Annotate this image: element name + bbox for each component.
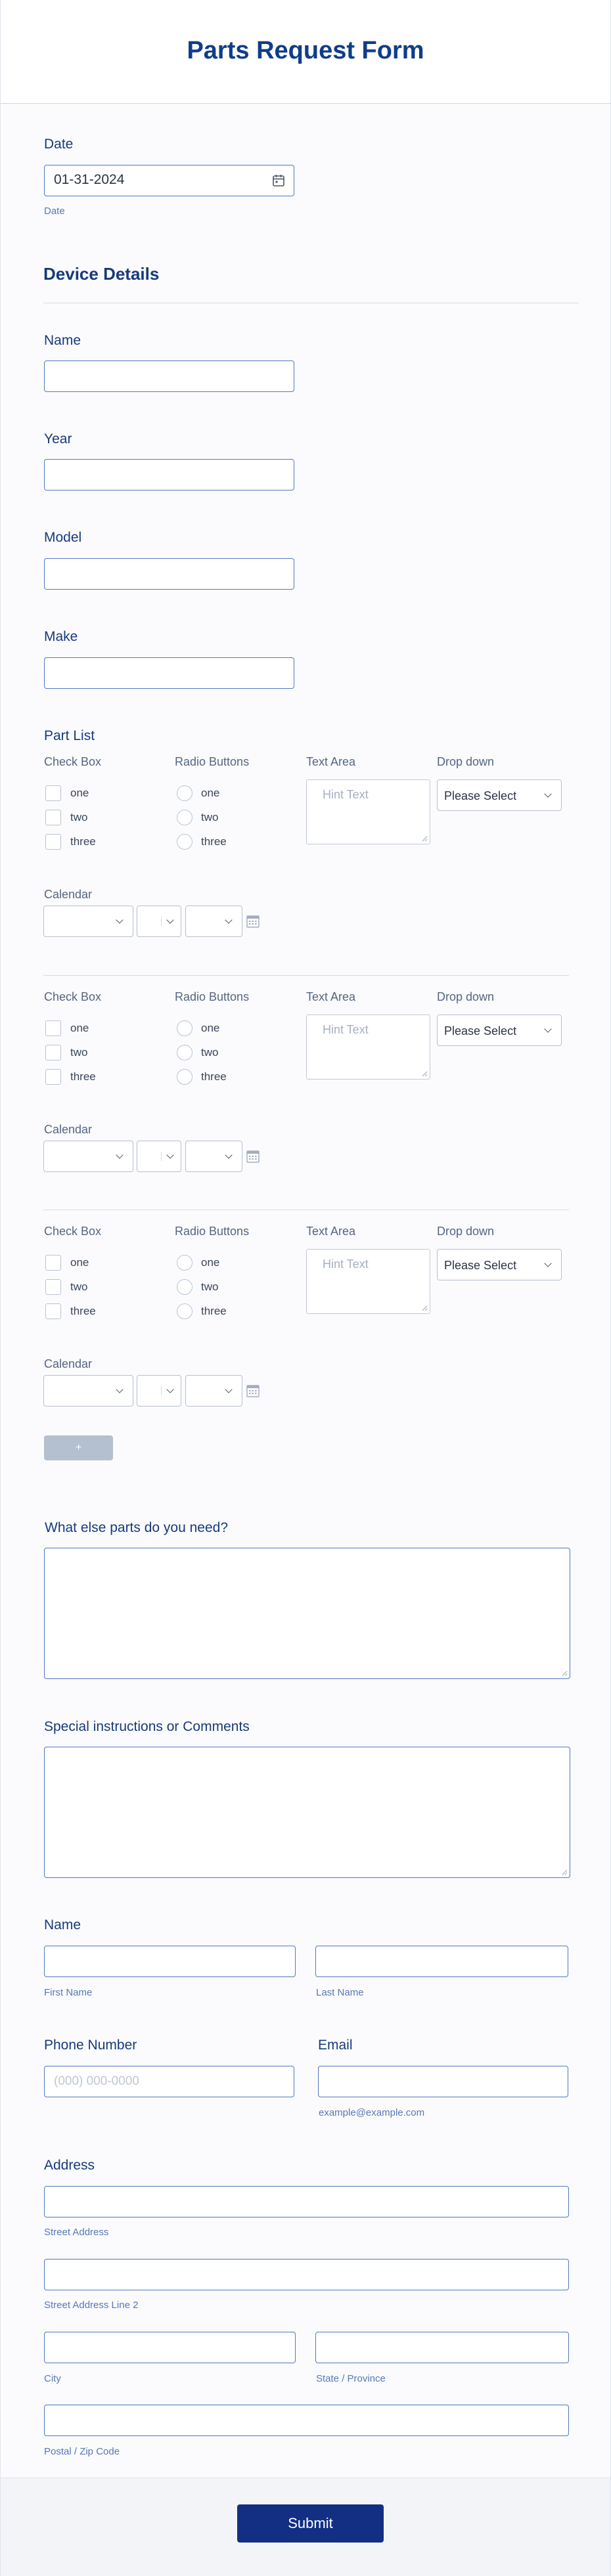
radio-option-label: one <box>201 1022 220 1034</box>
part-row-1-checkbox-3[interactable] <box>45 834 61 850</box>
email-label: Email <box>318 2038 353 2053</box>
part-row-1-checkbox-2[interactable] <box>45 810 61 825</box>
part-row-1-radio-2[interactable] <box>177 810 192 825</box>
textarea-hint: Hint Text <box>323 1257 369 1271</box>
part-row-1-radio-1[interactable] <box>177 785 192 801</box>
form-header <box>1 0 610 104</box>
chevron-down-icon <box>225 1386 232 1393</box>
radio-column-label: Radio Buttons <box>175 755 250 768</box>
part-row-2-month-select[interactable] <box>43 1141 133 1172</box>
first-name-input[interactable] <box>44 1946 296 1977</box>
city-input[interactable] <box>44 2332 296 2363</box>
other-parts-textarea[interactable] <box>44 1548 570 1679</box>
calendar-label: Calendar <box>44 1357 93 1370</box>
chevron-down-icon <box>116 916 123 923</box>
last-name-sublabel: Last Name <box>316 1987 364 1998</box>
device-make-label: Make <box>44 629 78 644</box>
radio-option-label: two <box>201 1046 219 1059</box>
radio-option-label: three <box>201 835 227 848</box>
part-row-2-checkbox-2[interactable] <box>45 1045 61 1060</box>
checkbox-option-label: two <box>70 811 88 823</box>
part-row-2-radio-2[interactable] <box>177 1045 192 1060</box>
textarea-column-label: Text Area <box>306 990 356 1003</box>
part-row-3-checkbox-3[interactable] <box>45 1303 61 1319</box>
part-row-3-month-select[interactable] <box>43 1375 133 1407</box>
textarea-column-label: Text Area <box>306 755 356 768</box>
part-row-2-textarea[interactable] <box>306 1015 430 1080</box>
form-title: Parts Request Form <box>187 37 424 64</box>
chevron-down-icon <box>544 1025 551 1032</box>
resize-handle-icon[interactable] <box>421 1305 428 1311</box>
radio-option-label: two <box>201 811 219 823</box>
device-model-label: Model <box>44 530 82 545</box>
select-separator <box>161 1386 162 1395</box>
textarea-column-label: Text Area <box>306 1225 356 1238</box>
part-row-1-day-select[interactable] <box>137 906 181 937</box>
other-parts-label: What else parts do you need? <box>45 1520 229 1535</box>
date-label: Date <box>44 137 74 152</box>
device-model-input[interactable] <box>44 558 294 590</box>
dropdown-value: Please Select <box>444 1024 517 1037</box>
radio-option-label: one <box>201 1256 220 1269</box>
select-separator <box>161 1152 162 1161</box>
address-label: Address <box>44 2158 95 2173</box>
chevron-down-icon <box>544 1259 551 1267</box>
email-input[interactable] <box>318 2066 568 2097</box>
street-address-sublabel: Street Address <box>44 2227 109 2238</box>
checkbox-option-label: one <box>70 787 89 799</box>
textarea-hint: Hint Text <box>323 1023 369 1036</box>
part-row-2-checkbox-1[interactable] <box>45 1020 61 1036</box>
phone-placeholder: (000) 000-0000 <box>54 2074 139 2088</box>
part-row-2-dropdown[interactable] <box>437 1015 562 1046</box>
chevron-down-icon <box>225 916 232 923</box>
part-row-1-textarea[interactable] <box>306 779 430 844</box>
part-row-3-day-select[interactable] <box>137 1375 181 1407</box>
add-row-button[interactable]: + <box>44 1435 113 1460</box>
device-name-input[interactable] <box>44 360 294 392</box>
part-row-3-checkbox-2[interactable] <box>45 1279 61 1295</box>
chevron-down-icon <box>166 916 173 923</box>
checkbox-option-label: two <box>70 1046 88 1059</box>
part-row-2-radio-1[interactable] <box>177 1020 192 1036</box>
part-row-2-day-select[interactable] <box>137 1141 181 1172</box>
street-address-2-sublabel: Street Address Line 2 <box>44 2300 139 2311</box>
checkbox-option-label: two <box>70 1280 88 1293</box>
chevron-down-icon <box>225 1151 232 1158</box>
radio-option-label: three <box>201 1305 227 1317</box>
part-row-3-year-select[interactable] <box>185 1375 242 1407</box>
device-year-input[interactable] <box>44 459 294 491</box>
checkbox-option-label: three <box>70 1070 96 1083</box>
checkbox-option-label: three <box>70 835 96 848</box>
part-row-3-textarea[interactable] <box>306 1249 430 1314</box>
dropdown-column-label: Drop down <box>437 1225 495 1238</box>
chevron-down-icon <box>166 1386 173 1393</box>
device-details-title: Device Details <box>43 264 160 284</box>
checkbox-column-label: Check Box <box>44 755 102 768</box>
device-name-label: Name <box>44 333 81 348</box>
radio-option-label: three <box>201 1070 227 1083</box>
radio-option-label: one <box>201 787 220 799</box>
checkbox-column-label: Check Box <box>44 1225 102 1238</box>
calendar-icon[interactable] <box>246 1149 260 1164</box>
radio-column-label: Radio Buttons <box>175 1225 250 1238</box>
name-label: Name <box>44 1917 81 1932</box>
checkbox-option-label: one <box>70 1022 89 1034</box>
email-sublabel: example@example.com <box>319 2107 425 2118</box>
date-sublabel: Date <box>44 206 65 217</box>
part-row-1-radio-3[interactable] <box>177 834 192 850</box>
calendar-icon[interactable] <box>271 173 286 188</box>
part-row-2-checkbox-3[interactable] <box>45 1069 61 1085</box>
radio-option-label: two <box>201 1280 219 1293</box>
part-row-2-radio-3[interactable] <box>177 1069 192 1085</box>
dropdown-column-label: Drop down <box>437 755 495 768</box>
part-row-3-radio-1[interactable] <box>177 1255 192 1271</box>
calendar-icon[interactable] <box>246 1384 260 1398</box>
phone-label: Phone Number <box>44 2038 137 2053</box>
resize-handle-icon[interactable] <box>561 1670 568 1676</box>
part-row-3-checkbox-1[interactable] <box>45 1255 61 1271</box>
state-sublabel: State / Province <box>316 2373 386 2384</box>
chevron-down-icon <box>116 1151 123 1158</box>
special-instructions-label: Special instructions or Comments <box>44 1719 250 1734</box>
part-row-3-radio-2[interactable] <box>177 1279 192 1295</box>
street-address-input[interactable] <box>44 2186 569 2217</box>
phone-input[interactable] <box>44 2066 294 2097</box>
dropdown-value: Please Select <box>444 789 517 802</box>
dropdown-value: Please Select <box>444 1259 517 1272</box>
chevron-down-icon <box>544 790 551 797</box>
part-row-3-dropdown[interactable] <box>437 1249 562 1280</box>
first-name-sublabel: First Name <box>44 1987 93 1998</box>
part-row-1-month-select[interactable] <box>43 906 133 937</box>
checkbox-option-label: three <box>70 1305 96 1317</box>
zip-input[interactable] <box>44 2405 569 2436</box>
device-year-label: Year <box>44 431 72 447</box>
date-input[interactable] <box>44 165 294 196</box>
state-input[interactable] <box>315 2332 569 2363</box>
resize-handle-icon[interactable] <box>561 1869 568 1875</box>
device-make-input[interactable] <box>44 657 294 689</box>
special-instructions-textarea[interactable] <box>44 1747 570 1878</box>
part-list-label: Part List <box>44 728 95 743</box>
radio-column-label: Radio Buttons <box>175 990 250 1003</box>
resize-handle-icon[interactable] <box>421 835 428 842</box>
street-address-2-input[interactable] <box>44 2259 569 2290</box>
city-sublabel: City <box>44 2373 61 2384</box>
calendar-label: Calendar <box>44 1123 93 1136</box>
part-row-1-dropdown[interactable] <box>437 779 562 811</box>
divider <box>43 975 569 976</box>
textarea-hint: Hint Text <box>323 788 369 801</box>
part-row-2-year-select[interactable] <box>185 1141 242 1172</box>
part-row-1-year-select[interactable] <box>185 906 242 937</box>
dropdown-column-label: Drop down <box>437 990 495 1003</box>
checkbox-option-label: one <box>70 1256 89 1269</box>
chevron-down-icon <box>166 1151 173 1158</box>
last-name-input[interactable] <box>315 1946 568 1977</box>
zip-sublabel: Postal / Zip Code <box>44 2446 120 2457</box>
part-row-1-checkbox-1[interactable] <box>45 785 61 801</box>
calendar-icon[interactable] <box>246 914 260 928</box>
select-separator <box>161 917 162 926</box>
calendar-label: Calendar <box>44 888 93 901</box>
date-value: 01-31-2024 <box>54 172 125 187</box>
chevron-down-icon <box>116 1386 123 1393</box>
submit-button[interactable]: Submit <box>237 2504 384 2543</box>
checkbox-column-label: Check Box <box>44 990 102 1003</box>
part-row-3-radio-3[interactable] <box>177 1303 192 1319</box>
resize-handle-icon[interactable] <box>421 1070 428 1077</box>
